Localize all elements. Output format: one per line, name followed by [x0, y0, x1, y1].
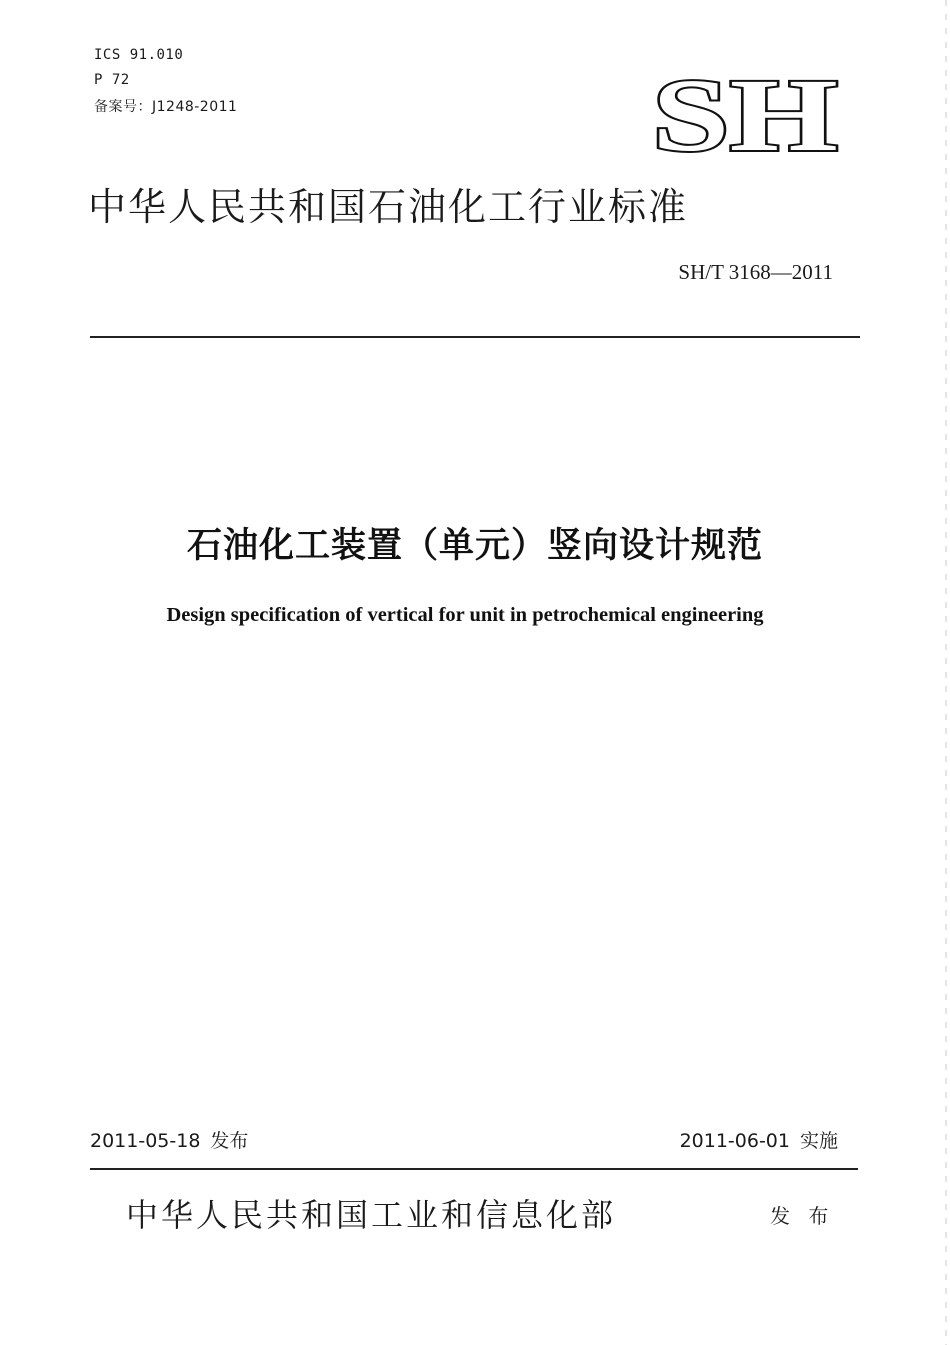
publish-label: 发 布	[770, 1204, 835, 1228]
implement-date: 2011-06-01	[679, 1130, 790, 1152]
ics-code: ICS 91.010	[94, 47, 184, 63]
title-english: Design specification of vertical for unit in petrochemical engineering	[166, 604, 764, 626]
issue-label: 发布	[210, 1130, 249, 1152]
top-divider	[90, 336, 860, 338]
implement-label: 实施	[799, 1130, 838, 1152]
standard-code: SH/T 3168—2011	[678, 260, 833, 284]
issue-date-line	[90, 1126, 248, 1153]
scan-edge	[945, 0, 947, 1345]
logo-text: SH	[652, 66, 838, 158]
bottom-divider	[90, 1168, 858, 1170]
issue-date: 2011-05-18	[90, 1130, 201, 1152]
classification-code: P 72	[94, 72, 130, 88]
issuing-ministry: 中华人民共和国工业和信息化部	[126, 1196, 617, 1234]
filing-number: 备案号：J1248-2011	[94, 99, 238, 115]
implement-date-line	[680, 1126, 838, 1153]
sh-logo	[650, 66, 840, 158]
title-chinese: 石油化工装置（单元）竖向设计规范	[186, 526, 763, 566]
standard-type: 中华人民共和国石油化工行业标准	[88, 185, 689, 229]
